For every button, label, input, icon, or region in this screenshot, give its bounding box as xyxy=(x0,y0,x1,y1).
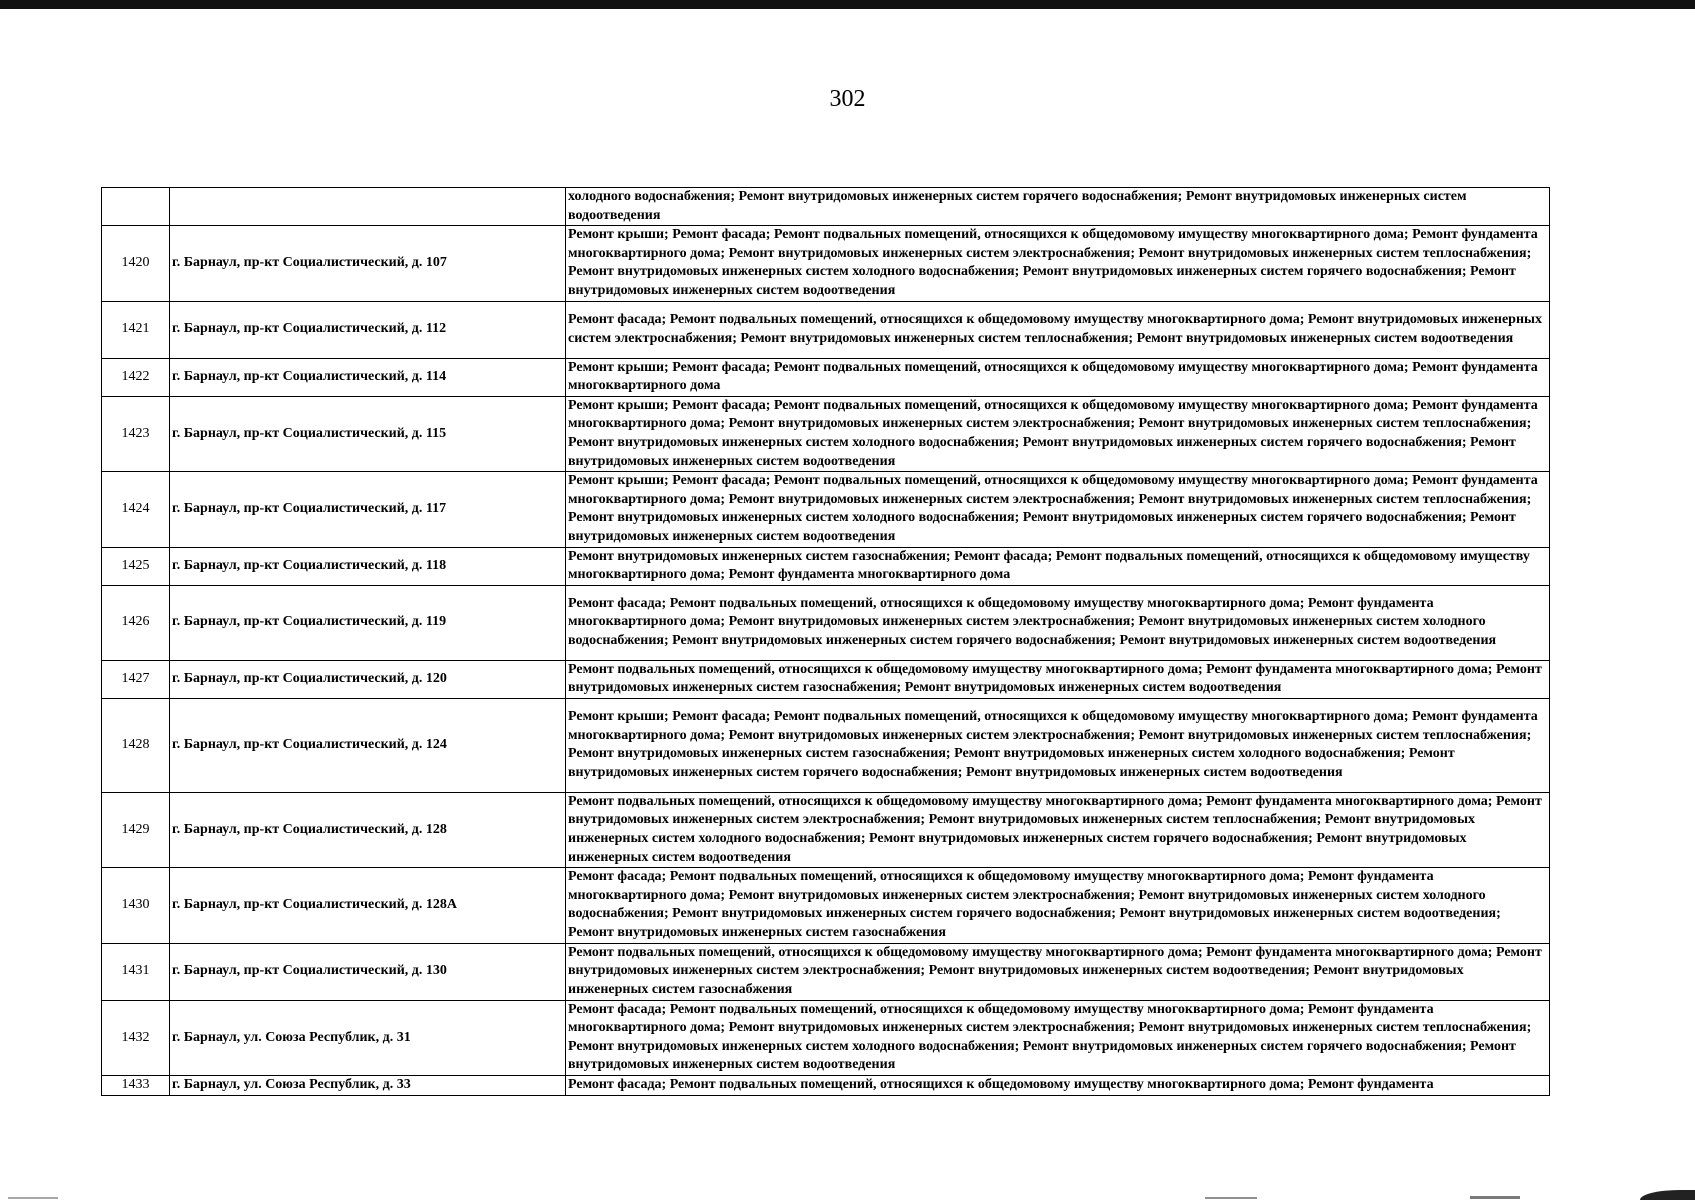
works-list-cell: Ремонт крыши; Ремонт фасада; Ремонт подвальных помещений, относящихся к общедомовому имуществу многоквартирного дома; Ремонт фундамента многоквартирного дома; Ремонт внутридомовых инженерных систем электроснабжения; Ремонт внутридомовых инженерных систем теплоснабжения; Ремонт внутридомовых инженерных систем газоснабжения; Ремонт внутридомовых инженерных систем холодного водоснабжения; Ремонт внутридомовых инженерных систем горячего водоснабжения; Ремонт внутридомовых инженерных систем водоотведения xyxy=(566,698,1550,792)
works-list-cell: Ремонт фасада; Ремонт подвальных помещений, относящихся к общедомовому имуществу многоквартирного дома; Ремонт внутридомовых инженерных систем электроснабжения; Ремонт внутридомовых инженерных систем теплоснабжения; Ремонт внутридомовых инженерных систем водоотведения xyxy=(566,301,1550,358)
address-cell: г. Барнаул, ул. Союза Республик, д. 31 xyxy=(170,1000,566,1075)
table-row xyxy=(102,396,1550,471)
address-cell: г. Барнаул, пр-кт Социалистический, д. 107 xyxy=(170,226,566,301)
works-list-cell: Ремонт фасада; Ремонт подвальных помещений, относящихся к общедомовому имуществу многоквартирного дома; Ремонт фундамента xyxy=(566,1076,1550,1096)
address-cell: г. Барнаул, пр-кт Социалистический, д. 128А xyxy=(170,868,566,943)
works-list-cell: Ремонт внутридомовых инженерных систем газоснабжения; Ремонт фасада; Ремонт подвальных помещений, относящихся к общедомовому имуществу многоквартирного дома; Ремонт фундамента многоквартирного дома xyxy=(566,547,1550,585)
table-row xyxy=(102,1000,1550,1075)
address-cell: г. Барнаул, пр-кт Социалистический, д. 115 xyxy=(170,396,566,471)
works-list-cell: Ремонт фасада; Ремонт подвальных помещений, относящихся к общедомовому имуществу многоквартирного дома; Ремонт фундамента многоквартирного дома; Ремонт внутридомовых инженерных систем электроснабжения; Ремонт внутридомовых инженерных систем холодного водоснабжения; Ремонт внутридомовых инженерных систем горячего водоснабжения; Ремонт внутридомовых инженерных систем водоотведения; Ремонт внутридомовых инженерных систем газоснабжения xyxy=(566,868,1550,943)
address-cell: г. Барнаул, пр-кт Социалистический, д. 117 xyxy=(170,472,566,547)
row-number-cell: 1425 xyxy=(102,547,170,585)
page-number: 302 xyxy=(829,86,866,112)
table-row xyxy=(102,472,1550,547)
table-row xyxy=(102,868,1550,943)
works-list-cell: Ремонт крыши; Ремонт фасада; Ремонт подвальных помещений, относящихся к общедомовому имуществу многоквартирного дома; Ремонт фундамента многоквартирного дома; Ремонт внутридомовых инженерных систем электроснабжения; Ремонт внутридомовых инженерных систем теплоснабжения; Ремонт внутридомовых инженерных систем холодного водоснабжения; Ремонт внутридомовых инженерных систем горячего водоснабжения; Ремонт внутридомовых инженерных систем водоотведения xyxy=(566,472,1550,547)
address-cell xyxy=(170,188,566,226)
table-row xyxy=(102,698,1550,792)
repair-works-table xyxy=(101,187,1550,1096)
address-cell: г. Барнаул, пр-кт Социалистический, д. 119 xyxy=(170,585,566,660)
table-row xyxy=(102,792,1550,867)
scan-artifact xyxy=(1205,1197,1257,1199)
address-cell: г. Барнаул, ул. Союза Республик, д. 33 xyxy=(170,1076,566,1096)
works-list-cell: Ремонт подвальных помещений, относящихся к общедомовому имуществу многоквартирного дома; Ремонт фундамента многоквартирного дома; Ремонт внутридомовых инженерных систем газоснабжения; Ремонт внутридомовых инженерных систем водоотведения xyxy=(566,660,1550,698)
works-list-cell: Ремонт крыши; Ремонт фасада; Ремонт подвальных помещений, относящихся к общедомовому имуществу многоквартирного дома; Ремонт фундамента многоквартирного дома; Ремонт внутридомовых инженерных систем электроснабжения; Ремонт внутридомовых инженерных систем теплоснабжения; Ремонт внутридомовых инженерных систем холодного водоснабжения; Ремонт внутридомовых инженерных систем горячего водоснабжения; Ремонт внутридомовых инженерных систем водоотведения xyxy=(566,226,1550,301)
table-row xyxy=(102,585,1550,660)
table-row xyxy=(102,301,1550,358)
works-list-cell: Ремонт фасада; Ремонт подвальных помещений, относящихся к общедомовому имуществу многоквартирного дома; Ремонт фундамента многоквартирного дома; Ремонт внутридомовых инженерных систем электроснабжения; Ремонт внутридомовых инженерных систем теплоснабжения; Ремонт внутридомовых инженерных систем холодного водоснабжения; Ремонт внутридомовых инженерных систем горячего водоснабжения; Ремонт внутридомовых инженерных систем водоотведения xyxy=(566,1000,1550,1075)
table-row xyxy=(102,660,1550,698)
row-number-cell: 1420 xyxy=(102,226,170,301)
works-list-cell: Ремонт крыши; Ремонт фасада; Ремонт подвальных помещений, относящихся к общедомовому имуществу многоквартирного дома; Ремонт фундамента многоквартирного дома xyxy=(566,358,1550,396)
row-number-cell: 1431 xyxy=(102,943,170,1000)
row-number-cell: 1428 xyxy=(102,698,170,792)
address-cell: г. Барнаул, пр-кт Социалистический, д. 124 xyxy=(170,698,566,792)
row-number-cell: 1424 xyxy=(102,472,170,547)
table-row xyxy=(102,943,1550,1000)
table-row xyxy=(102,358,1550,396)
table-row xyxy=(102,547,1550,585)
table-row xyxy=(102,1076,1550,1096)
row-number-cell: 1426 xyxy=(102,585,170,660)
row-number-cell: 1421 xyxy=(102,301,170,358)
row-number-cell: 1429 xyxy=(102,792,170,867)
row-number-cell: 1422 xyxy=(102,358,170,396)
scan-top-border xyxy=(0,0,1695,9)
scan-artifact xyxy=(8,1197,58,1199)
row-number-cell: 1433 xyxy=(102,1076,170,1096)
works-list-cell: холодного водоснабжения; Ремонт внутридомовых инженерных систем горячего водоснабжения; Ремонт внутридомовых инженерных систем водоотведения xyxy=(566,188,1550,226)
address-cell: г. Барнаул, пр-кт Социалистический, д. 130 xyxy=(170,943,566,1000)
row-number-cell: 1432 xyxy=(102,1000,170,1075)
row-number-cell xyxy=(102,188,170,226)
works-list-cell: Ремонт крыши; Ремонт фасада; Ремонт подвальных помещений, относящихся к общедомовому имуществу многоквартирного дома; Ремонт фундамента многоквартирного дома; Ремонт внутридомовых инженерных систем электроснабжения; Ремонт внутридомовых инженерных систем теплоснабжения; Ремонт внутридомовых инженерных систем холодного водоснабжения; Ремонт внутридомовых инженерных систем горячего водоснабжения; Ремонт внутридомовых инженерных систем водоотведения xyxy=(566,396,1550,471)
works-list-cell: Ремонт фасада; Ремонт подвальных помещений, относящихся к общедомовому имуществу многоквартирного дома; Ремонт фундамента многоквартирного дома; Ремонт внутридомовых инженерных систем электроснабжения; Ремонт внутридомовых инженерных систем холодного водоснабжения; Ремонт внутридомовых инженерных систем горячего водоснабжения; Ремонт внутридомовых инженерных систем водоотведения xyxy=(566,585,1550,660)
works-list-cell: Ремонт подвальных помещений, относящихся к общедомовому имуществу многоквартирного дома; Ремонт фундамента многоквартирного дома; Ремонт внутридомовых инженерных систем электроснабжения; Ремонт внутридомовых инженерных систем водоотведения; Ремонт внутридомовых инженерных систем газоснабжения xyxy=(566,943,1550,1000)
address-cell: г. Барнаул, пр-кт Социалистический, д. 128 xyxy=(170,792,566,867)
address-cell: г. Барнаул, пр-кт Социалистический, д. 120 xyxy=(170,660,566,698)
row-number-cell: 1427 xyxy=(102,660,170,698)
table-row xyxy=(102,226,1550,301)
address-cell: г. Барнаул, пр-кт Социалистический, д. 114 xyxy=(170,358,566,396)
scan-artifact xyxy=(1470,1196,1520,1199)
scan-artifact xyxy=(1640,1190,1695,1200)
table-row xyxy=(102,188,1550,226)
table-body xyxy=(102,188,1550,1096)
row-number-cell: 1423 xyxy=(102,396,170,471)
address-cell: г. Барнаул, пр-кт Социалистический, д. 118 xyxy=(170,547,566,585)
works-list-cell: Ремонт подвальных помещений, относящихся к общедомовому имуществу многоквартирного дома; Ремонт фундамента многоквартирного дома; Ремонт внутридомовых инженерных систем электроснабжения; Ремонт внутридомовых инженерных систем теплоснабжения; Ремонт внутридомовых инженерных систем холодного водоснабжения; Ремонт внутридомовых инженерных систем горячего водоснабжения; Ремонт внутридомовых инженерных систем водоотведения xyxy=(566,792,1550,867)
address-cell: г. Барнаул, пр-кт Социалистический, д. 112 xyxy=(170,301,566,358)
row-number-cell: 1430 xyxy=(102,868,170,943)
